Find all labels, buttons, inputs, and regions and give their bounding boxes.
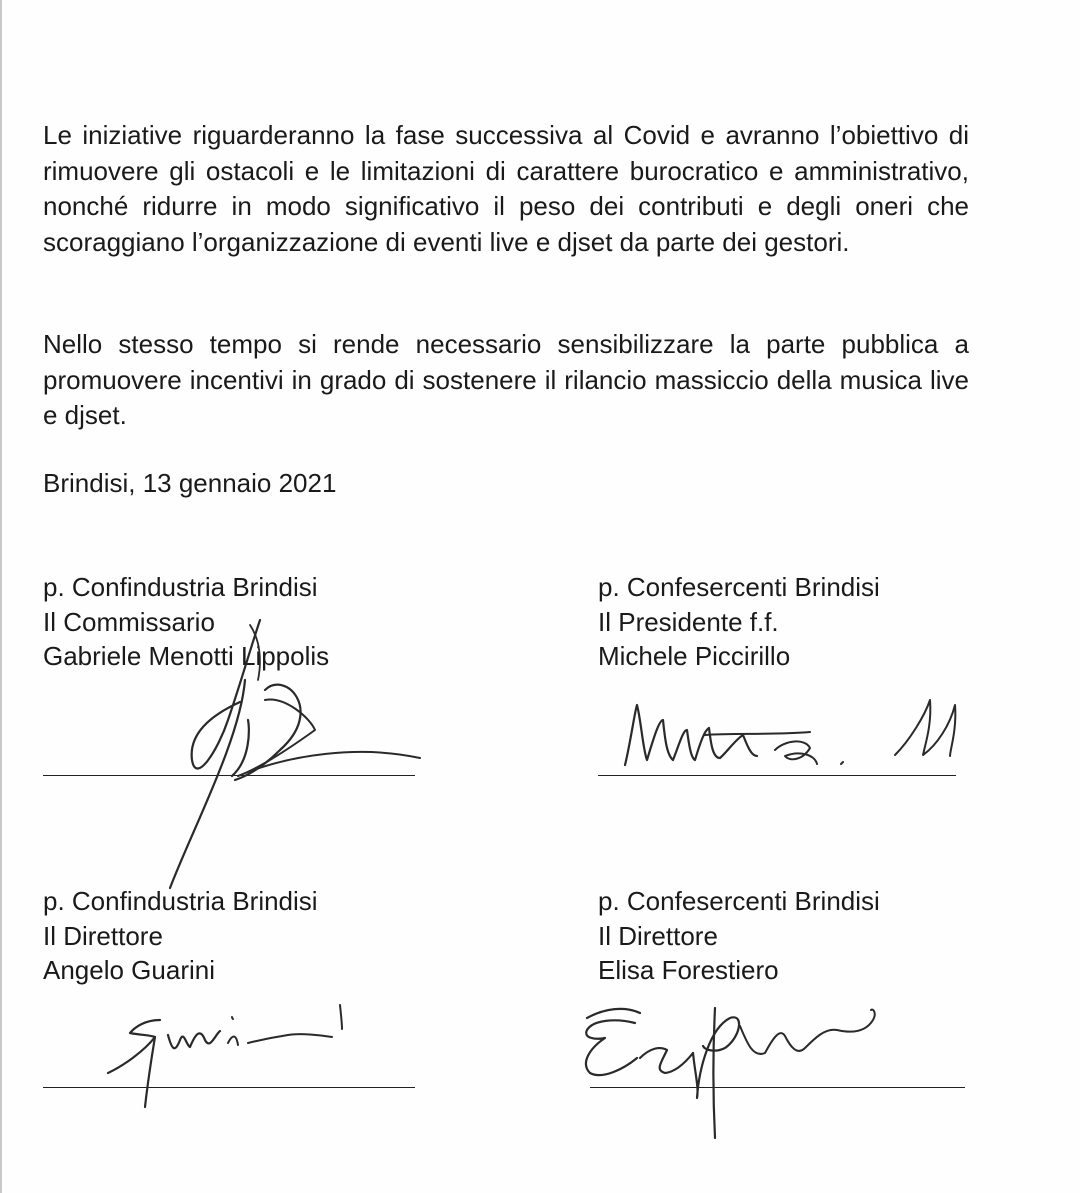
page-edge	[0, 0, 2, 1193]
signatory-role: Il Direttore	[43, 920, 163, 951]
handwritten-signature-icon	[605, 690, 965, 780]
handwritten-signature-icon	[575, 978, 895, 1148]
signatory-role: Il Commissario	[43, 606, 215, 637]
signatory-role: Il Direttore	[598, 920, 718, 951]
signatory-organization: p. Confindustria Brindisi	[43, 886, 318, 916]
signatory-block-confesercenti-presidente	[598, 570, 880, 674]
body-paragraph-2: Nello stesso tempo si rende necessario sensibilizzare la parte pubblica a promuovere incentivi in grado di sostenere il rilancio massiccio della musica live e djset.	[43, 329, 969, 430]
signatory-organization: p. Confesercenti Brindisi	[598, 572, 880, 602]
signatory-name: Angelo Guarini	[43, 955, 215, 985]
signatory-organization: p. Confindustria Brindisi	[43, 572, 318, 602]
signatory-block-confindustria-direttore	[43, 884, 318, 988]
handwritten-signature-icon	[100, 995, 360, 1115]
body-paragraph-1: Le iniziative riguarderanno la fase successiva al Covid e avranno l’obiettivo di rimuovere gli ostacoli e le limitazioni di carattere burocratico e amministrativo, nonché ridurre in modo significativo il peso dei contributi e degli oneri che scoraggiano l’organizzazione di eventi live e djset da parte dei gestori.	[43, 120, 969, 257]
signatory-role: Il Presidente f.f.	[598, 606, 779, 637]
signatory-name: Michele Piccirillo	[598, 641, 791, 671]
place-date: Brindisi, 13 gennaio 2021	[43, 468, 337, 498]
signatory-organization: p. Confesercenti Brindisi	[598, 886, 880, 916]
handwritten-signature-icon	[100, 600, 430, 890]
signatory-name: Elisa Forestiero	[598, 955, 779, 985]
signatory-block-confesercenti-direttore	[598, 884, 880, 988]
signatory-name: Gabriele Menotti Lippolis	[43, 641, 330, 671]
